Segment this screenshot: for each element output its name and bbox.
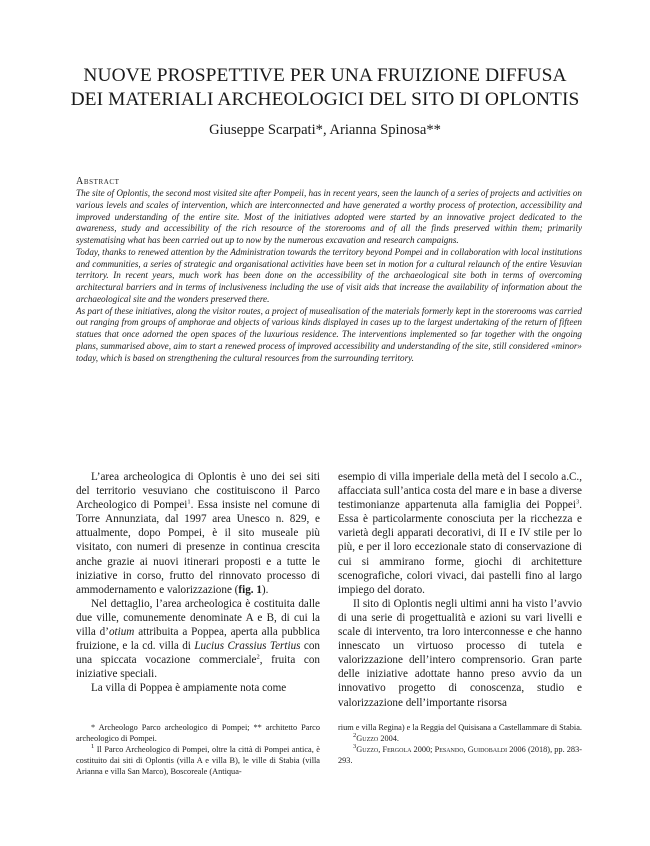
citation-author: Guidobaldi xyxy=(467,745,508,755)
body-paragraph xyxy=(76,597,320,682)
abstract-paragraph: As part of these initiatives, along the visitor routes, a project of musealisation of the materials formerly kept in the storerooms was carried out ranging from groups of amphorae and objects of various kinds displayed in cases up to the largest undertaking of the return of fifteen statues that once adorned the open spaces of the luxurious residence. The interventions implemented so far together with the ongoing plans, summarised above, aim to start a renewed process of improved accessibility and understanding of the site, still considered «minor» today, which is based on strengthening the cultural resources from the surrounding territory. xyxy=(76,305,582,363)
footnote-text: Il Parco Archeologico di Pompei, oltre la città di Pompei antica, è costituito dai siti di Oplontis (villa A e villa B), le ville di Stabia (villa Arianna e villa San Marco), Boscoreale (Antiqua- xyxy=(76,745,320,777)
body-text: . Essa insiste nel comune di Torre Annunziata, dal 1997 area Unesco n. 829, e attualmente, dopo Pompei, è il sito museale più visitato, con numeri di presenze in continua crescita anche grazie ai nuovi itinerari proposti e a tutte le iniziative in corso, frutto del rinnovato processo di ammodernamento e valorizzazione ( xyxy=(76,499,320,596)
abstract-heading: Abstract xyxy=(76,176,120,187)
footnotes-right xyxy=(338,722,582,766)
body-paragraph xyxy=(76,470,320,597)
abstract-paragraph: The site of Oplontis, the second most visited site after Pompeii, has in recent years, seen the launch of a series of projects and activities on various levels and scales of intervention, which are interconnected and have generated a worthy process of protection, accessibility and improved understanding of the entire site. Most of the initiatives adopted were started by an innovative project dedicated to the awareness, study and accessibility of the rich resource of the storerooms and of all the finds preserved within them; primarily systematising what has been carried out up to now by the numerous excavation and research campaigns. xyxy=(76,188,582,245)
author-affiliation-note: * Archeologo Parco archeologico di Pompei; ** architetto Parco archeologico di Pompei. xyxy=(76,723,320,744)
footnote-text: 2006 (2018), pp. 283-293. xyxy=(338,745,582,766)
footnotes-left xyxy=(76,722,320,777)
body-text: , fruita con iniziative speciali. xyxy=(76,654,321,681)
body-text: esempio di villa imperiale della metà del I secolo a.C., affacciata sull’antica costa del mare e in base a diverse testimonianze appartenuta alla famiglia dei Poppei xyxy=(338,471,582,512)
italic-name: Lucius Crassius Tertius xyxy=(194,640,301,653)
body-text: attribuita a Poppea, aperta alla pubblica fruizione, e la cd. villa di xyxy=(76,626,320,653)
author-line: Giuseppe Scarpati*, Arianna Spinosa** xyxy=(209,122,441,138)
footnote-text: 2000; xyxy=(411,745,435,755)
title-line-2: DEI MATERIALI ARCHEOLOGICI DEL SITO DI OPLONTIS xyxy=(70,89,580,110)
body-paragraph: Il sito di Oplontis negli ultimi anni ha visto l’avvio di una serie di progettualità e azioni su vari livelli e scale di intervento, tra loro interconnesse e che hanno innescato un virtuoso processo di tutela e valorizzazione dell’intero comprensorio. Gran parte delle iniziative adottate hanno preso avvio da un innovativo progetto di conoscenza, studio e valorizzazione dell’importante risorsa xyxy=(338,597,582,709)
footnote-ref: 1 xyxy=(187,498,191,506)
body-text: Nel dettaglio, l’area archeologica è costituita dalle due ville, comunemente denominate A e B, di cui la villa d’ xyxy=(76,597,320,639)
body-text: con una spiccata vocazione commerciale xyxy=(76,640,321,667)
footnote-text: , xyxy=(463,745,468,755)
body-text: L’area archeologica di Oplontis è uno dei sei siti del territorio vesuviano che costituiscono il Parco Archeologico di Pompei xyxy=(76,471,320,512)
body-paragraph xyxy=(338,470,582,597)
title-line-1: NUOVE PROSPETTIVE PER UNA FRUIZIONE DIFFUSA xyxy=(83,65,567,86)
footnote-text: 2004. xyxy=(378,734,399,744)
footnote-mark: 1 xyxy=(91,743,95,751)
italic-term: otium xyxy=(108,626,135,639)
footnote xyxy=(76,744,320,777)
citation-author: Fergola xyxy=(382,745,412,755)
figure-reference: fig. 1 xyxy=(238,583,262,596)
footnote-text: , xyxy=(378,745,383,755)
body-text: ). xyxy=(261,583,269,596)
body-paragraph: La villa di Poppea è ampiamente nota come xyxy=(91,682,287,695)
abstract-block xyxy=(76,176,582,364)
body-column-right xyxy=(338,470,582,710)
abstract-paragraph: Today, thanks to renewed attention by the Administration towards the territory beyond Pompei and in collaboration with local institutions and communities, a series of strategic and organisational activities have been set in motion for a cultural relaunch of the entire Vesuvian territory. In recent years, much work has been done on the accessibility of the archaeological site both in terms of overcoming architectural barriers and in terms of inclusiveness including the use of visit aids that increase the availability of information about the archaeological site and the wonders preserved there. xyxy=(76,246,582,304)
footnote-mark: 3 xyxy=(353,743,357,751)
citation-author: Guzzo xyxy=(356,745,379,755)
footnote-continuation: rium e villa Regina) e la Reggia del Quisisana a Castellammare di Stabia. xyxy=(338,723,582,732)
footnote-ref: 2 xyxy=(256,653,260,661)
footnote-ref: 3 xyxy=(575,498,580,506)
footnote xyxy=(338,744,582,766)
body-text: . Essa è particolarmente conosciuta per la ricchezza e varietà degli apparati decorativi, di II e IV stile per lo più, e per il loro eccezionale stato di conservazione di cui si ammirano forme, giochi di architetture scenografiche, colori vivaci, dai pastelli fino al largo impiego del dorato. xyxy=(338,499,582,596)
article-title xyxy=(0,64,650,112)
body-column-left xyxy=(76,470,320,696)
footnote-mark: 2 xyxy=(353,732,357,740)
citation-author: Guzzo xyxy=(356,734,379,744)
footnote xyxy=(338,733,582,744)
citation-author: Pesando xyxy=(434,745,464,755)
